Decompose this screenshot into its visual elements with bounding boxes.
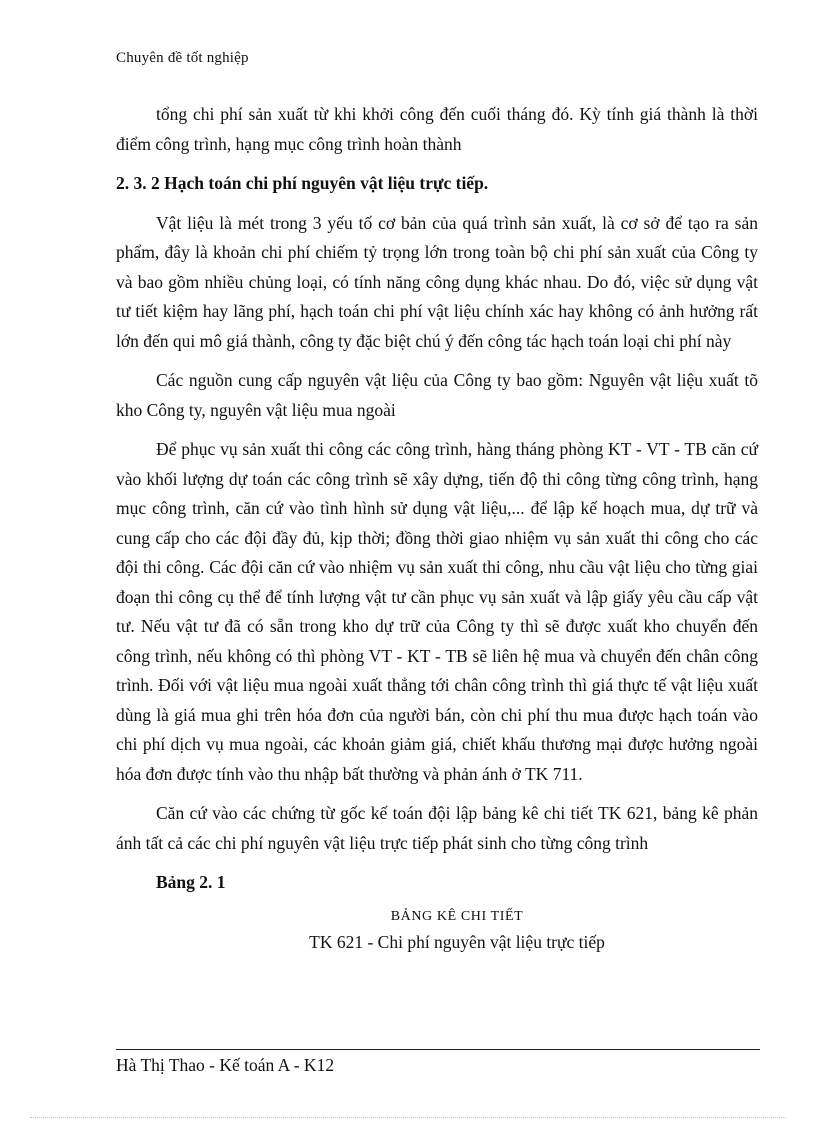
page-edge-dotted-line [30,1117,786,1118]
table-label: Bảng 2. 1 [156,872,226,892]
paragraph-procedure: Để phục vụ sản xuất thi công các công trình, hàng tháng phòng KT - VT - TB căn cứ vào khối lượng dự toán các công trình sẽ xây dựng, tiến độ thi công từng công trình, hạng mục công trình, căn cứ vào tình hình sử dụng vật liệu,... để lập kế hoạch mua, dự trữ và cung cấp cho các đội đầy đủ, kịp thời; đồng thời giao nhiệm vụ sản xuất thi công cho các đội thi công. Các đội căn cứ vào nhiệm vụ sản xuất thi công, nhu cầu vật liệu cho từng giai đoạn thi công cụ thể để tính lượng vật tư cần phục vụ sản xuất và lập giấy yêu cầu cấp vật tư. Nếu vật tư đã có sẵn trong kho dự trữ của Công ty thì sẽ được xuất kho chuyển đến công trình, nếu không có thì phòng VT - KT - TB sẽ liên hệ mua và chuyển đến chân công trình. Đối với vật liệu mua ngoài xuất thẳng tới chân công trình thì giá thực tế vật liệu xuất dùng là giá mua ghi trên hóa đơn của người bán, còn chi phí thu mua được hạch toán vào chi phí dịch vụ mua ngoài, các khoản giảm giá, chiết khấu thương mại được hưởng ngoài hóa đơn được tính vào thu nhập bất thường và phản ánh ở TK 711. [116,439,758,784]
paragraph-continued: tổng chi phí sản xuất từ khi khởi công đến cuối tháng đó. Kỳ tính giá thành là thời điểm công trình, hạng mục công trình hoàn thành [116,104,758,154]
page-footer: Hà Thị Thao - Kế toán A - K12 [116,1055,335,1075]
table-subtitle: TK 621 - Chi phí nguyên vật liệu trực tiếp [309,931,605,952]
paragraph-materials: Vật liệu là mét trong 3 yếu tố cơ bản của quá trình sản xuất, là cơ sở để tạo ra sản phẩm, đây là khoản chi phí chiếm tỷ trọng lớn trong toàn bộ chi phí sản xuất của Công ty và bao gồm nhiều chủng loại, có tính năng công dụng khác nhau. Do đó, việc sử dụng vật tư tiết kiệm hay lãng phí, hạch toán chi phí vật liệu chính xác hay không có ảnh hưởng rất lớn đến qui mô giá thành, công ty đặc biệt chú ý đến công tác hạch toán loại chi phí này [116,212,758,351]
table-title: BẢNG KÊ CHI TIẾT [390,908,524,924]
paragraph-sources: Các nguồn cung cấp nguyên vật liệu của Công ty bao gồm: Nguyên vật liệu xuất tõ kho Công ty, nguyên vật liệu mua ngoài [116,370,758,420]
section-heading: 2. 3. 2 Hạch toán chi phí nguyên vật liệu trực tiếp. [116,173,489,193]
paragraph-ledger: Căn cứ vào các chứng từ gốc kế toán đội lập bảng kê chi tiết TK 621, bảng kê phản ánh tất cả các chi phí nguyên vật liệu trực tiếp phát sinh cho từng công trình [116,803,758,853]
footer-divider [116,1049,760,1050]
document-body [116,100,758,957]
page-header: Chuyên đề tốt nghiệp [116,50,249,66]
